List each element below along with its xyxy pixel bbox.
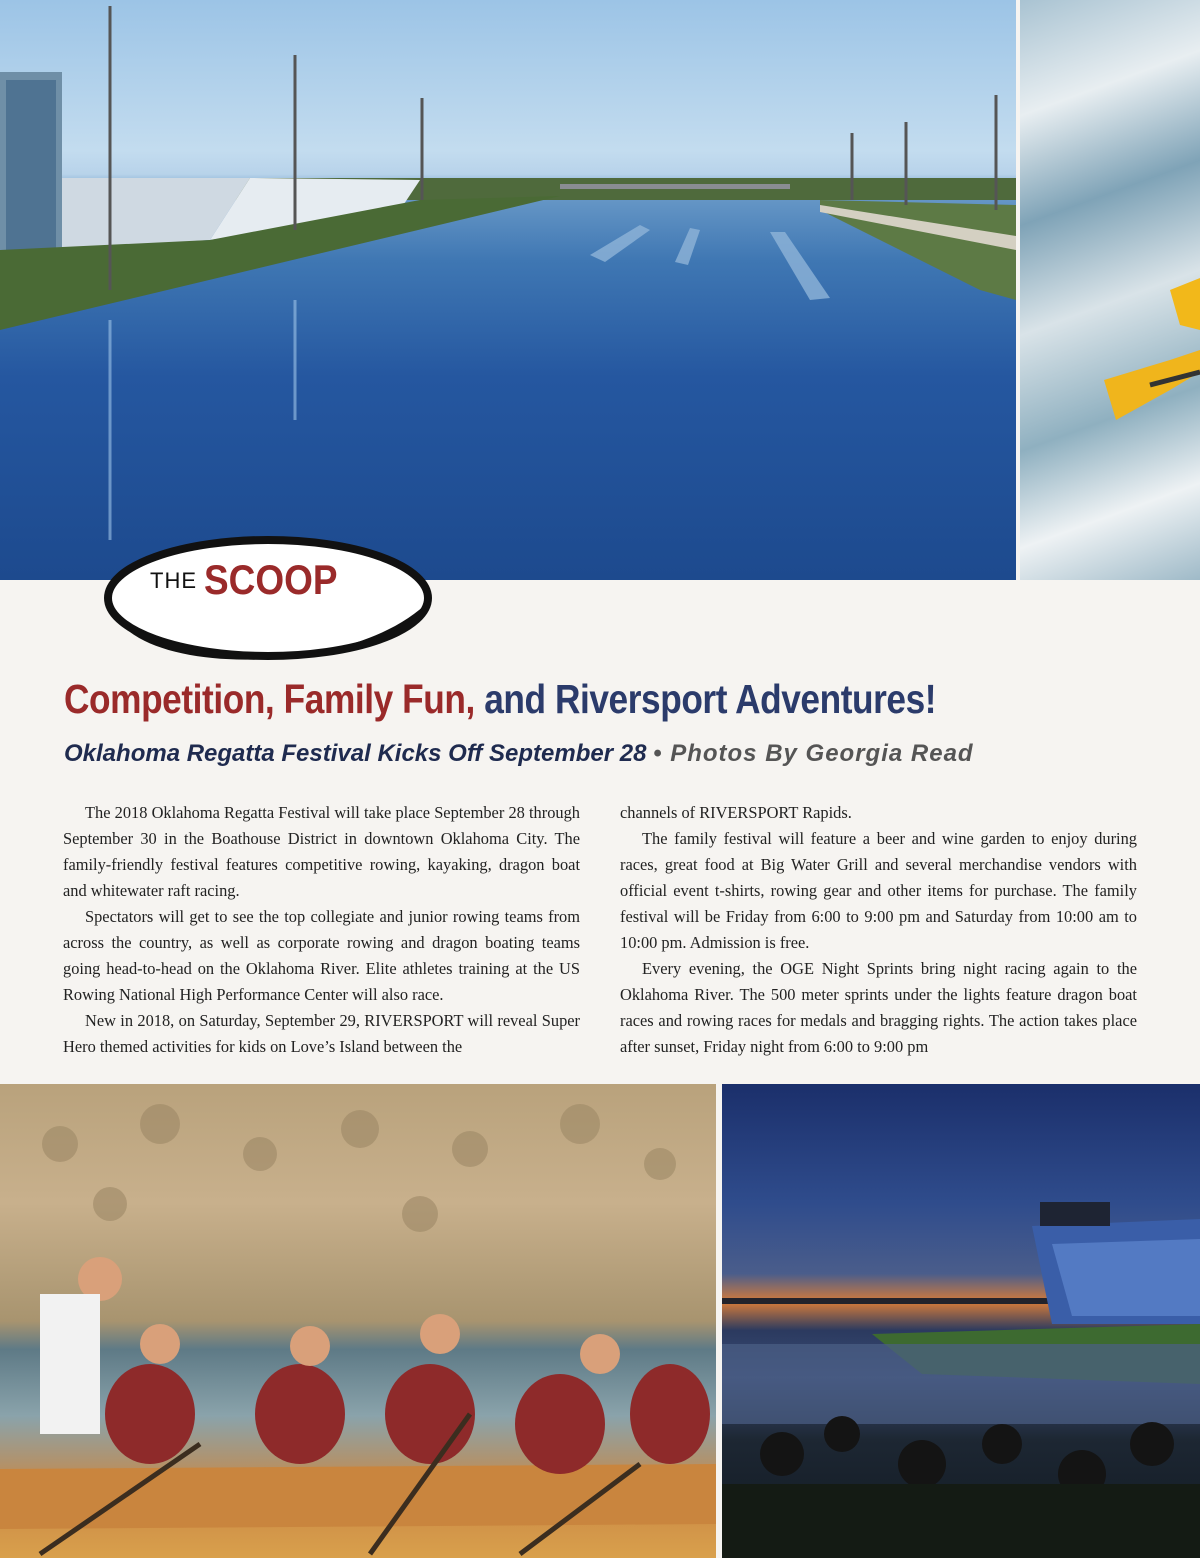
the-scoop-logo (100, 528, 436, 678)
dragon-boat-photo (0, 1084, 716, 1558)
headline-part-2: and Riversport Adventures! (484, 676, 937, 722)
headline-part-1: Competition, Family Fun, (64, 676, 475, 722)
rowing-course-photo (0, 0, 1016, 580)
article-paragraph: channels of RIVERSPORT Rapids. (620, 803, 852, 822)
article-headline (64, 676, 1010, 723)
logo-the-text: THE (150, 568, 197, 593)
article-paragraph: Every evening, the OGE Night Sprints bring night racing again to the Oklahoma River. The 500 meter sprints under the lights feature dragon boat races and rowing races for medals and bragging rights. The action takes place after sunset, Friday night from 6:00 to 9:00 pm (620, 959, 1137, 1056)
article-paragraph: The 2018 Oklahoma Regatta Festival will take place September 28 through September 30 in the Boathouse District in downtown Oklahoma City. The family-friendly festival features competitive rowing, kayaking, dragon boat and whitewater raft racing. (63, 803, 580, 900)
whitewater-rafting-photo (1020, 0, 1200, 580)
logo-scoop-text: SCOOP (204, 556, 338, 603)
article-paragraph: New in 2018, on Saturday, September 29, RIVERSPORT will reveal Super Hero themed activities for kids on Love’s Island between the (63, 1011, 580, 1056)
article-column-right (620, 800, 1137, 1060)
article-paragraph: Spectators will get to see the top collegiate and junior rowing teams from across the country, as well as corporate rowing and dragon boating teams going head-to-head on the Oklahoma River. Elite athletes training at the US Rowing National High Performance Center will also race. (63, 907, 580, 1004)
subhead-title: Oklahoma Regatta Festival Kicks Off September 28 (64, 740, 647, 767)
night-sprints-photo (722, 1084, 1200, 1558)
article-column-left (63, 800, 580, 1060)
article-paragraph: The family festival will feature a beer and wine garden to enjoy during races, great food at Big Water Grill and several merchandise vendors with official event t-shirts, rowing gear and other items for purchase. The family festival will be Friday from 6:00 to 9:00 pm and Saturday from 10:00 am to 10:00 pm. Admission is free. (620, 829, 1137, 952)
photo-credit: • Photos By Georgia Read (653, 740, 974, 767)
article-subhead (64, 740, 1164, 768)
